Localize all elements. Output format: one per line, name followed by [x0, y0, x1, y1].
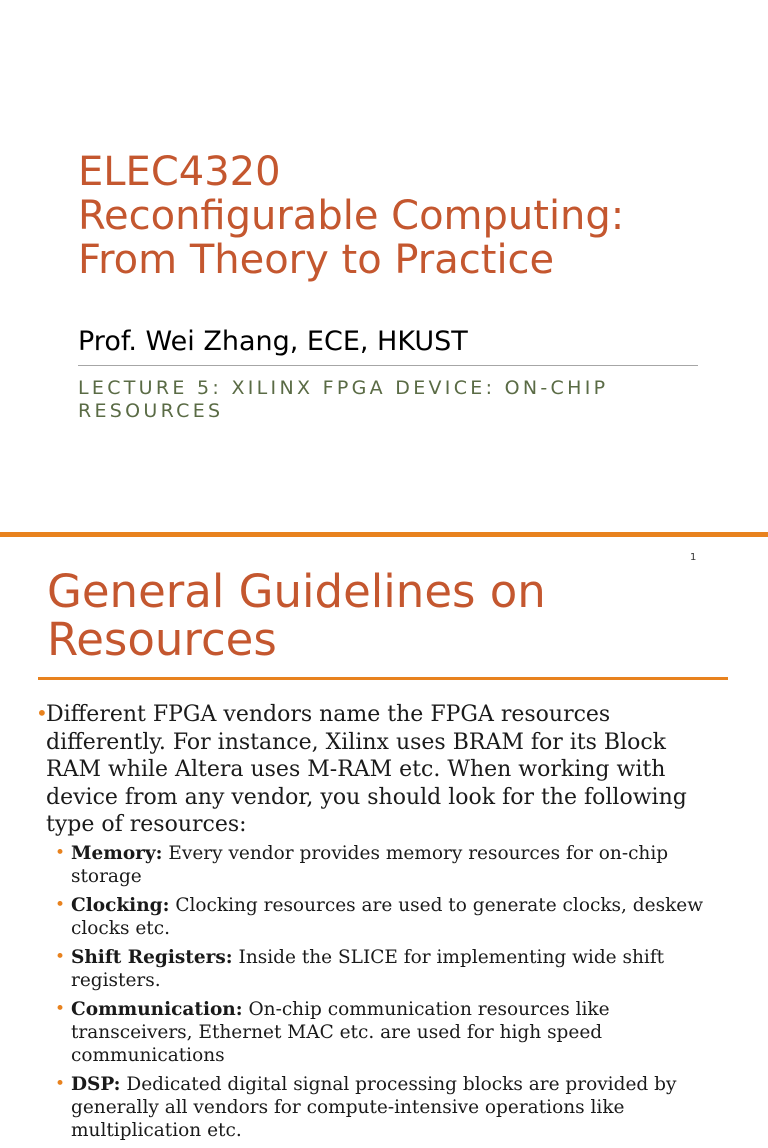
- list-item: [36, 842, 726, 888]
- list-item: [36, 1073, 726, 1142]
- intro-bullet: [36, 701, 726, 839]
- item-text: Clocking resources are used to generate clocks, deskew clocks etc.: [71, 894, 704, 939]
- title-line-1: Reconfigurable Computing:: [78, 193, 625, 239]
- course-title: [78, 150, 738, 282]
- item-term: Memory:: [71, 842, 163, 864]
- list-item: [36, 946, 726, 992]
- list-item: [36, 998, 726, 1067]
- course-code: ELEC4320: [78, 149, 281, 195]
- title-line-2: From Theory to Practice: [78, 237, 555, 283]
- item-text: Inside the SLICE for implementing wide shift registers.: [71, 946, 665, 991]
- item-text: Dedicated digital signal processing blocks are provided by generally all vendors for compute-intensive operations like multiplication etc.: [71, 1073, 677, 1141]
- slide-body: [36, 701, 726, 1148]
- intro-text: Different FPGA vendors name the FPGA resources differently. For instance, Xilinx uses BRAM for its Block RAM while Altera uses M-RAM etc. When working with device from any vendor, you should look for the following type of resources:: [46, 702, 687, 837]
- bullet-icon: •: [55, 998, 66, 1019]
- item-term: Shift Registers:: [71, 946, 233, 968]
- bullet-icon: •: [36, 701, 48, 725]
- title-underline: [38, 677, 728, 680]
- slide-title: General Guidelines on Resources: [47, 565, 546, 666]
- bullet-icon: •: [55, 1073, 66, 1094]
- bullet-icon: •: [55, 946, 66, 967]
- item-term: Clocking:: [71, 894, 170, 916]
- content-slide: [0, 537, 768, 1141]
- bullet-icon: •: [55, 894, 66, 915]
- page-number: 1: [690, 552, 697, 563]
- resource-list: [36, 842, 726, 1142]
- item-text: On-chip communication resources like transceivers, Ethernet MAC etc. are used for high speed communications: [71, 998, 610, 1066]
- author-line: Prof. Wei Zhang, ECE, HKUST: [78, 326, 468, 357]
- bullet-icon: •: [55, 842, 66, 863]
- item-term: DSP:: [71, 1073, 121, 1095]
- lecture-subtitle: LECTURE 5: XILINX FPGA DEVICE: ON-CHIP RESOURCES: [78, 377, 609, 422]
- title-divider: [78, 365, 698, 366]
- title-slide: [0, 0, 768, 532]
- item-term: Communication:: [71, 998, 243, 1020]
- item-text: Every vendor provides memory resources for on-chip storage: [71, 842, 669, 887]
- list-item: [36, 894, 726, 940]
